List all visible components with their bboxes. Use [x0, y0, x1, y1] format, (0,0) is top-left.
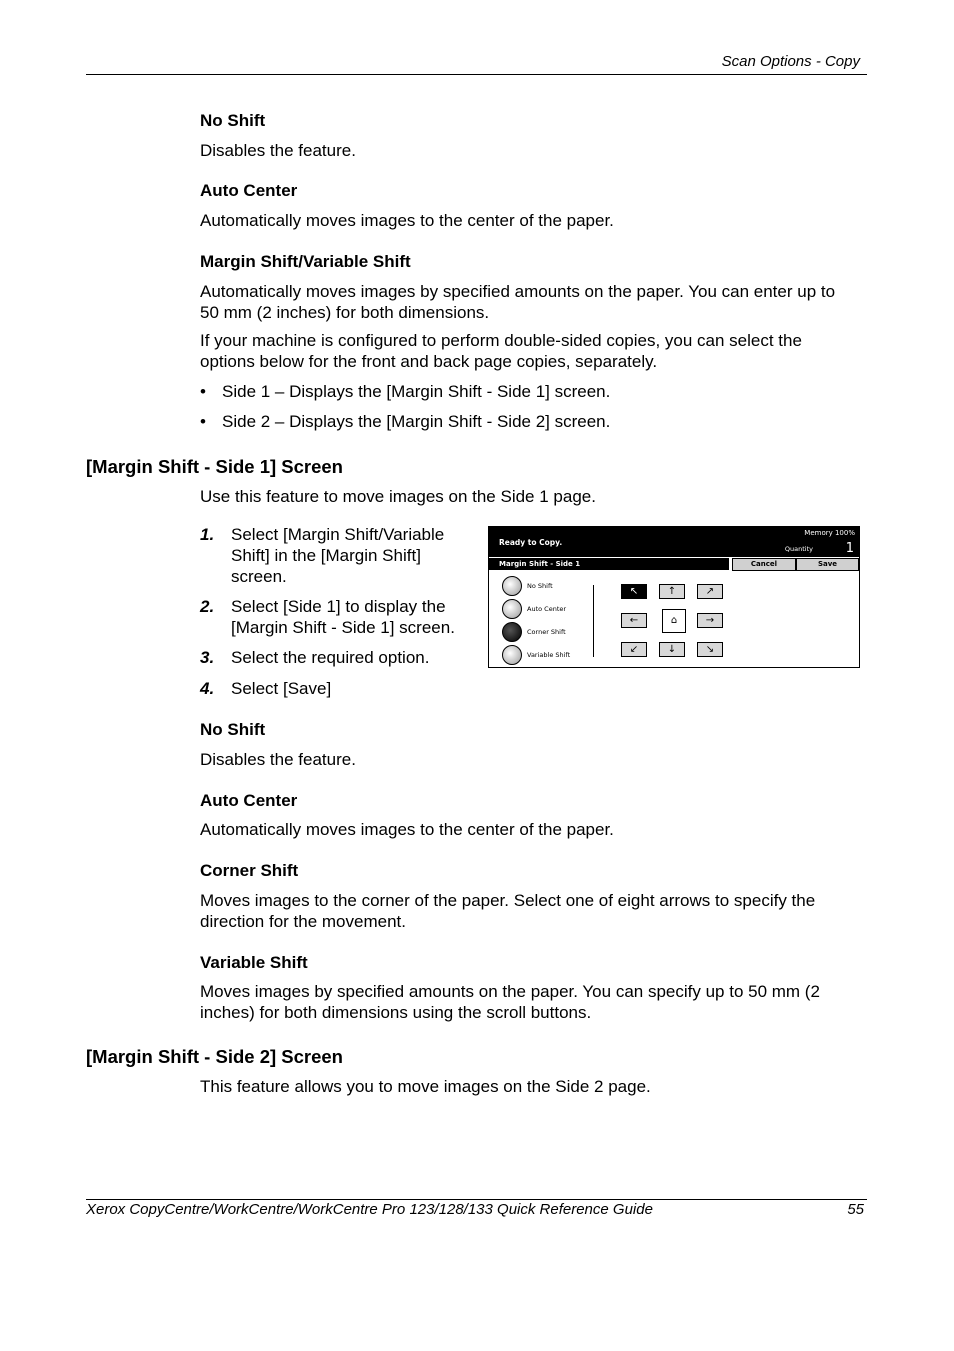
- quantity-value: 1: [845, 541, 854, 556]
- side2-intro: This feature allows you to move images on the Side 2 page.: [200, 1077, 651, 1096]
- arrow-down-left-button[interactable]: ↙: [621, 642, 647, 657]
- side1-no-shift-heading: No Shift: [200, 720, 266, 739]
- page-number: 55: [847, 1201, 864, 1218]
- auto-center-text: Automatically moves images to the center of the paper.: [200, 211, 614, 230]
- auto-center-radio[interactable]: [502, 599, 522, 619]
- screen-title: Margin Shift - Side 1: [489, 558, 729, 570]
- status-text: Ready to Copy.: [499, 538, 563, 547]
- cancel-button[interactable]: Cancel: [732, 558, 796, 571]
- no-shift-text: Disables the feature.: [200, 141, 356, 160]
- side1-auto-center-text: Automatically moves images to the center of the paper.: [200, 820, 614, 839]
- footer-guide-title: Xerox CopyCentre/WorkCentre/WorkCentre Pro 123/128/133 Quick Reference Guide: [86, 1201, 653, 1218]
- arrow-up-left-button[interactable]: ↖: [621, 584, 647, 599]
- no-shift-radio[interactable]: [502, 576, 522, 596]
- header-rule: [86, 74, 867, 75]
- screen-divider: [593, 585, 594, 657]
- footer-rule: [86, 1199, 867, 1200]
- variable-shift-radio[interactable]: [502, 645, 522, 665]
- save-button[interactable]: Save: [796, 558, 859, 571]
- corner-shift-heading: Corner Shift: [200, 861, 299, 880]
- arrow-up-button[interactable]: ↑: [659, 584, 685, 599]
- corner-shift-radio[interactable]: [502, 622, 522, 642]
- corner-shift-text: Moves images to the corner of the paper. Select one of eight arrows to specify the direction for the movement.: [200, 891, 816, 931]
- auto-center-heading: Auto Center: [200, 181, 298, 200]
- variable-shift-heading: Variable Shift: [200, 953, 308, 972]
- margin-shift-para-1: Automatically moves images by specified amounts on the paper. You can enter up to 50 mm (2 inches) for both dimensions.: [200, 282, 836, 322]
- bullet-side-2: • Side 2 – Displays the [Margin Shift - Side 2] screen.: [200, 412, 611, 431]
- arrow-left-button[interactable]: ←: [621, 613, 647, 628]
- arrow-up-right-button[interactable]: ↗: [697, 584, 723, 599]
- memory-indicator: Memory 100%: [804, 529, 855, 537]
- no-shift-heading: No Shift: [200, 111, 266, 130]
- margin-shift-screen: [488, 526, 860, 668]
- running-header: Scan Options - Copy: [721, 53, 860, 70]
- margin-shift-heading: Margin Shift/Variable Shift: [200, 252, 411, 271]
- side1-intro: Use this feature to move images on the Side 1 page.: [200, 487, 596, 506]
- bullet-side-1: • Side 1 – Displays the [Margin Shift - Side 1] screen.: [200, 382, 611, 401]
- corner-shift-label: Corner Shift: [527, 628, 566, 636]
- side1-no-shift-text: Disables the feature.: [200, 750, 356, 769]
- arrow-down-right-button[interactable]: ↘: [697, 642, 723, 657]
- side1-auto-center-heading: Auto Center: [200, 791, 298, 810]
- quantity-label: Quantity: [784, 545, 813, 553]
- auto-center-label: Auto Center: [527, 605, 567, 613]
- no-shift-label: No Shift: [527, 582, 553, 590]
- side1-heading: [Margin Shift - Side 1] Screen: [86, 456, 343, 477]
- arrow-down-button[interactable]: ↓: [659, 642, 685, 657]
- side2-heading: [Margin Shift - Side 2] Screen: [86, 1046, 343, 1067]
- screen-status-bar: [489, 527, 859, 557]
- variable-shift-label: Variable Shift: [527, 651, 571, 659]
- arrow-right-button[interactable]: →: [697, 613, 723, 628]
- variable-shift-text: Moves images by specified amounts on the paper. You can specify up to 50 mm (2 inches) for both dimensions using the scroll buttons.: [200, 982, 820, 1022]
- document-icon: ⌂: [662, 609, 686, 633]
- margin-shift-para-2: If your machine is configured to perform double-sided copies, you can select the options below for the front and back page copies, separately.: [200, 331, 802, 371]
